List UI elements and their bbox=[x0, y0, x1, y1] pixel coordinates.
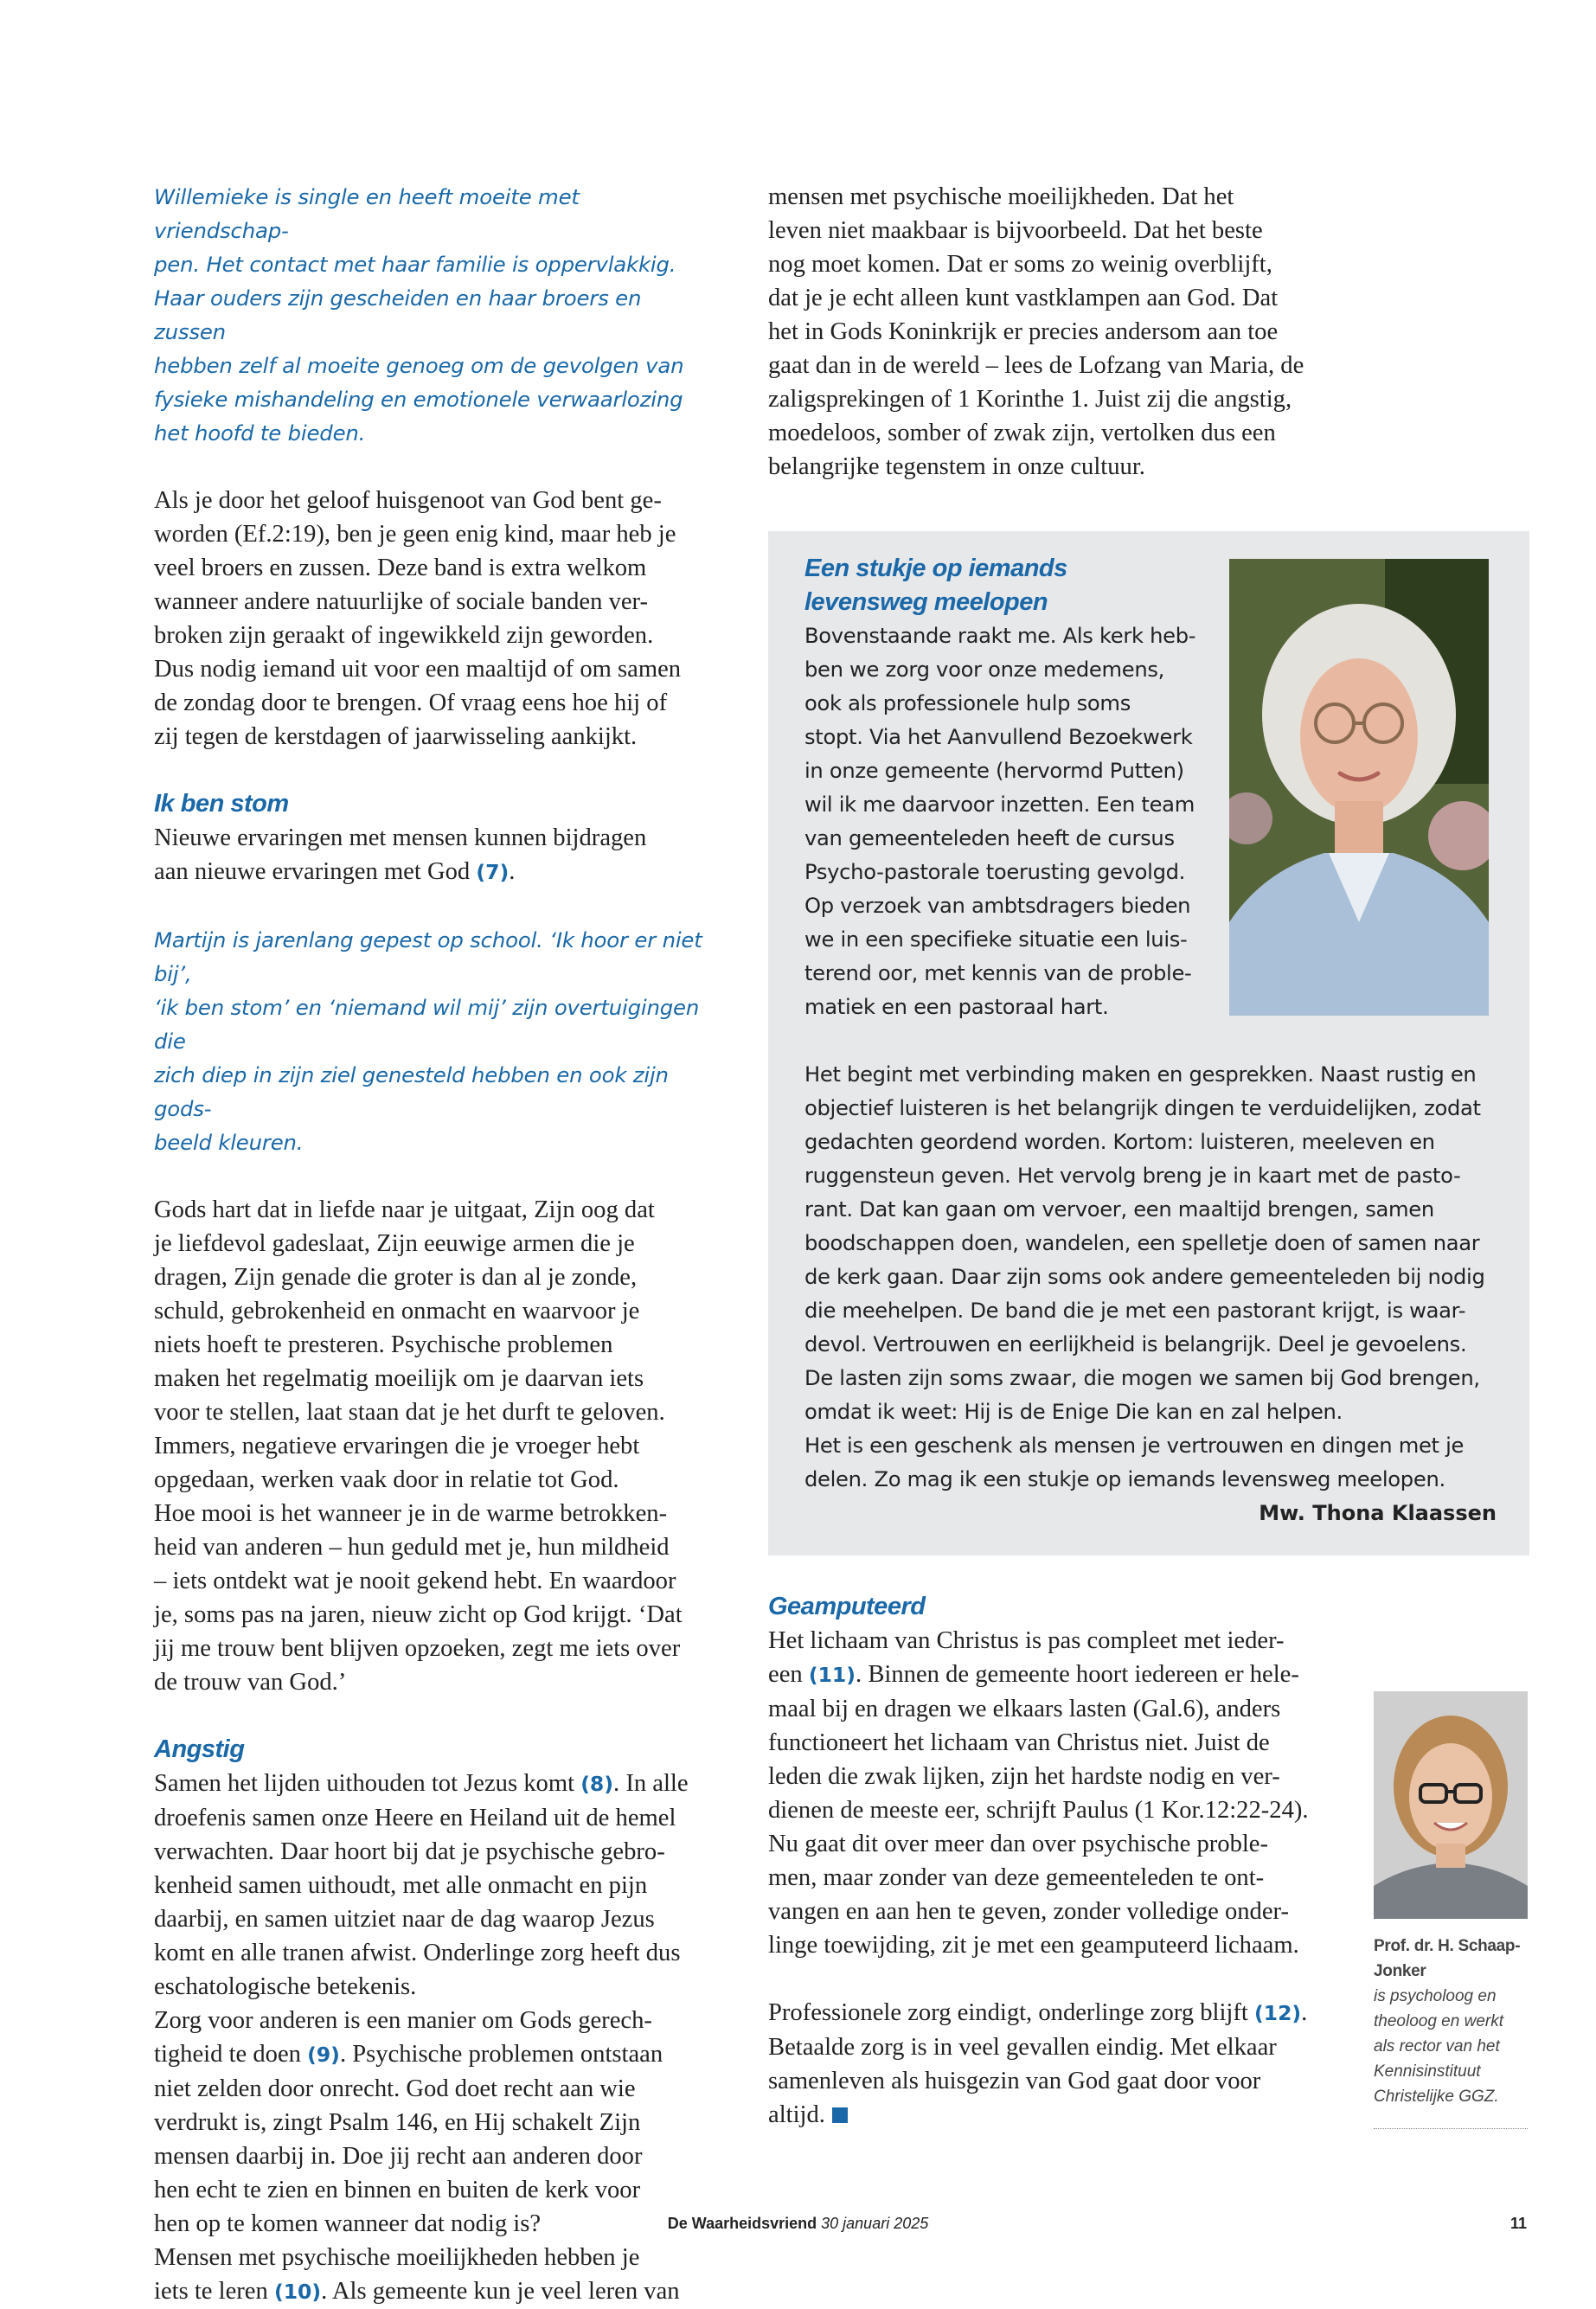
text-line: wil ik me daarvoor inzetten. Een team bbox=[804, 792, 1195, 817]
text-line: droefenis samen onze Heere en Heiland uit de hemel bbox=[154, 1805, 676, 1831]
text-line: gaat dan in de wereld – lees de Lofzang van Maria, de bbox=[768, 352, 1304, 379]
portrait-photo-schaap-jonker bbox=[1374, 1691, 1528, 1919]
text-line: Als je door het geloof huisgenoot van God bent ge- bbox=[154, 487, 662, 514]
text-line: heid van anderen – hun geduld met je, hun mildheid bbox=[154, 1534, 670, 1561]
text-line: opgedaan, werken vaak door in relatie tot God. bbox=[154, 1466, 619, 1493]
box-paragraph-verbinding bbox=[804, 1058, 1497, 1497]
author-description: Kennisinstituut bbox=[1374, 2062, 1481, 2081]
reference-9: (9) bbox=[307, 2043, 340, 2067]
text-line: altijd. bbox=[768, 2101, 825, 2128]
intro-line: Martijn is jarenlang gepest op school. ‘Ik hoor er niet bij’, bbox=[154, 927, 702, 986]
text-line: wanneer andere natuurlijke of sociale banden ver- bbox=[154, 588, 649, 615]
text-line: worden (Ef.2:19), ben je geen enig kind, maar heb je bbox=[154, 521, 676, 548]
text-line: . Als gemeente kun je veel leren van bbox=[321, 2278, 680, 2305]
text-line: stopt. Via het Aanvullend Bezoekwerk bbox=[804, 725, 1193, 749]
text-line: leden die zwak lijken, zijn het hardste nodig en ver- bbox=[768, 1763, 1280, 1790]
intro-line: beeld kleuren. bbox=[154, 1130, 304, 1155]
text-line: de zondag door te brengen. Of vraag eens hoe hij of bbox=[154, 689, 668, 716]
author-description: als rector van het bbox=[1374, 2037, 1500, 2056]
box-paragraph-intro bbox=[804, 619, 1202, 1024]
intro-line: het hoofd te bieden. bbox=[154, 420, 366, 446]
left-column bbox=[154, 180, 716, 2309]
text-line: een bbox=[768, 1661, 803, 1688]
text-line: je liefdevol gadeslaat, Zijn eeuwige armen die je bbox=[154, 1230, 635, 1257]
text-line: iets te leren bbox=[154, 2278, 268, 2305]
text-line: Betaalde zorg is in veel gevallen eindig. Met elkaar bbox=[768, 2034, 1277, 2061]
text-line: Samen het lijden uithouden tot Jezus komt bbox=[154, 1770, 575, 1797]
text-line: de trouw van God.’ bbox=[154, 1669, 347, 1696]
heading-angstig: Angstig bbox=[154, 1735, 245, 1763]
text-line: hen op te komen wanneer dat nodig is? bbox=[154, 2210, 542, 2237]
text-line: gedachten geordend worden. Kortom: luisteren, meeleven en bbox=[804, 1130, 1435, 1154]
reference-7: (7) bbox=[476, 860, 510, 884]
intro-line: hebben zelf al moeite genoeg om de gevolgen van bbox=[154, 353, 684, 378]
page-number: 11 bbox=[1509, 2215, 1527, 2232]
text-line: ook als professionele hulp soms bbox=[804, 691, 1131, 715]
author-portrait-illustration bbox=[1374, 1691, 1528, 1919]
text-line: eschatologische betekenis. bbox=[154, 1973, 417, 2000]
box-heading-line: Een stukje op iemands bbox=[804, 555, 1067, 582]
text-line: kenheid samen uithoudt, met alle onmacht en pijn bbox=[154, 1872, 648, 1899]
right-column-bottom bbox=[768, 1590, 1339, 2132]
text-line: De lasten zijn soms zwaar, die mogen we samen bij God brengen, bbox=[804, 1366, 1480, 1390]
text-line: Professionele zorg eindigt, onderlinge zorg blijft bbox=[768, 1999, 1248, 2026]
text-line: Dus nodig iemand uit voor een maaltijd of om samen bbox=[154, 656, 682, 683]
caption-divider bbox=[1374, 2128, 1528, 2129]
text-line: delen. Zo mag ik een stukje op iemands levensweg meelopen. bbox=[804, 1467, 1445, 1491]
reference-11: (11) bbox=[808, 1663, 856, 1687]
intro-willemieke bbox=[154, 180, 716, 450]
text-line: het in Gods Koninkrijk er precies andersom aan toe bbox=[768, 318, 1279, 345]
text-line: maken het regelmatig moeilijk om je daarvan iets bbox=[154, 1365, 644, 1392]
author-name: Jonker bbox=[1374, 1962, 1426, 1980]
text-line: tigheid te doen bbox=[154, 2041, 301, 2068]
text-line: objectief luisteren is het belangrijk dingen te verduidelijken, zodat bbox=[804, 1096, 1481, 1120]
text-line: hen echt te zien en binnen en buiten de kerk voor bbox=[154, 2177, 641, 2203]
text-line: van gemeenteleden heeft de cursus bbox=[804, 826, 1175, 850]
text-line: Gods hart dat in liefde naar je uitgaat, Zijn oog dat bbox=[154, 1196, 655, 1223]
text-line: samenleven als huisgezin van God gaat door voor bbox=[768, 2068, 1261, 2094]
text-line: Het lichaam van Christus is pas compleet met ieder- bbox=[768, 1627, 1285, 1654]
text-line: we in een specifieke situatie een luis- bbox=[804, 927, 1188, 952]
text-line: veel broers en zussen. Deze band is extra welkom bbox=[154, 555, 647, 581]
text-line: linge toewijding, zit je met een geamputeerd lichaam. bbox=[768, 1932, 1299, 1959]
intro-line: Willemieke is single en heeft moeite met vriendschap- bbox=[154, 184, 580, 243]
text-line: Immers, negatieve ervaringen die je vroeger hebt bbox=[154, 1433, 640, 1459]
text-line: vangen en aan hen te geven, zonder volledige onder- bbox=[768, 1898, 1290, 1925]
paragraph-professionele-zorg bbox=[768, 1996, 1339, 2132]
text-line: mensen daarbij in. Doe jij recht aan anderen door bbox=[154, 2143, 643, 2170]
portrait-photo-thona-klaassen bbox=[1229, 559, 1489, 1016]
text-line: Nu gaat dit over meer dan over psychische proble- bbox=[768, 1831, 1269, 1857]
paragraph-psychische-moeilijkheden bbox=[768, 180, 1529, 484]
text-line: Bovenstaande raakt me. Als kerk heb- bbox=[804, 624, 1196, 648]
paragraph-lichaam-christus bbox=[768, 1624, 1339, 1962]
portrait-illustration bbox=[1229, 559, 1489, 1016]
intro-martijn bbox=[154, 923, 716, 1159]
text-line: . Binnen de gemeente hoort iedereen er hele- bbox=[856, 1661, 1299, 1688]
text-line: schuld, gebrokenheid en onmacht en waarvoor je bbox=[154, 1298, 640, 1324]
text-line: Zorg voor anderen is een manier om Gods gerech- bbox=[154, 2007, 652, 2034]
text-line: Het begint met verbinding maken en gesprekken. Naast rustig en bbox=[804, 1062, 1477, 1087]
author-name: Prof. dr. H. Schaap- bbox=[1374, 1937, 1521, 1955]
text-line: niet zelden door onrecht. God doet recht aan wie bbox=[154, 2075, 636, 2102]
footer-publication bbox=[0, 2215, 1596, 2233]
text-line: Nieuwe ervaringen met mensen kunnen bijdragen bbox=[154, 824, 647, 851]
text-line: . bbox=[1301, 1999, 1308, 2026]
reference-12: (12) bbox=[1253, 2001, 1302, 2025]
intro-line: pen. Het contact met haar familie is oppervlakkig. bbox=[154, 252, 676, 277]
text-line: matiek en een pastoraal hart. bbox=[804, 995, 1109, 1019]
text-line: verwachten. Daar hoort bij dat je psychische gebro- bbox=[154, 1838, 665, 1865]
intro-line: fysieke mishandeling en emotionele verwaarlozing bbox=[154, 387, 683, 412]
text-line: Psycho-pastorale toerusting gevolgd. bbox=[804, 860, 1186, 884]
text-line: de kerk gaan. Daar zijn soms ook andere gemeenteleden bij nodig bbox=[804, 1265, 1485, 1289]
text-line: . In alle bbox=[613, 1770, 689, 1797]
heading-ik-ben-stom: Ik ben stom bbox=[154, 790, 289, 818]
box-signature: Mw. Thona Klaassen bbox=[1259, 1501, 1497, 1525]
text-line: zaligsprekingen of 1 Korinthe 1. Juist zij die angstig, bbox=[768, 386, 1292, 413]
text-line: moedeloos, somber of zwak zijn, vertolken dus een bbox=[768, 420, 1276, 446]
text-line: verdrukt is, zingt Psalm 146, en Hij schakelt Zijn bbox=[154, 2109, 641, 2136]
text-line: die meehelpen. De band die je met een pastorant krijgt, is waar- bbox=[804, 1299, 1466, 1323]
text-line: rant. Dat kan gaan om vervoer, een maaltijd brengen, samen bbox=[804, 1197, 1434, 1222]
intro-line: zich diep in zijn ziel genesteld hebben en ook zijn gods- bbox=[154, 1062, 669, 1121]
text-line: devol. Vertrouwen en eerlijkheid is belangrijk. Deel je gevoelens. bbox=[804, 1332, 1467, 1357]
text-line: functioneert het lichaam van Christus niet. Juist de bbox=[768, 1729, 1270, 1756]
text-line: terend oor, met kennis van de proble- bbox=[804, 961, 1192, 985]
author-description: theoloog en werkt bbox=[1374, 2012, 1503, 2030]
text-line: voor te stellen, laat staan dat je het durft te geloven. bbox=[154, 1399, 665, 1426]
right-column-top bbox=[768, 180, 1529, 484]
issue-date: 30 januari 2025 bbox=[821, 2215, 929, 2232]
text-line: nog moet komen. Dat er soms zo weinig overblijft, bbox=[768, 251, 1272, 278]
text-line: maal bij en dragen we elkaars lasten (Gal.6), anders bbox=[768, 1696, 1281, 1722]
author-caption bbox=[1374, 1934, 1534, 2109]
text-line: Hoe mooi is het wanneer je in de warme betrokken- bbox=[154, 1500, 668, 1527]
text-line: niets hoeft te presteren. Psychische problemen bbox=[154, 1331, 613, 1358]
text-line: omdat ik weet: Hij is de Enige Die kan en zal helpen. bbox=[804, 1400, 1343, 1424]
text-line: Het is een geschenk als mensen je vertrouwen en dingen met je bbox=[804, 1434, 1465, 1458]
text-line: Op verzoek van ambtsdragers bieden bbox=[804, 894, 1191, 918]
paragraph-nieuwe-ervaringen: Nieuwe ervaringen met mensen kunnen bijdragen aan nieuwe ervaringen met God (7). bbox=[154, 824, 647, 885]
text-line: boodschappen doen, wandelen, een spelletje doen of samen naar bbox=[804, 1231, 1480, 1255]
box-heading-line: levensweg meelopen bbox=[804, 588, 1048, 616]
magazine-name: De Waarheidsvriend bbox=[667, 2215, 817, 2232]
text-line: ben we zorg voor onze medemens, bbox=[804, 657, 1165, 682]
text-line: zij tegen de kerstdagen of jaarwisseling aankijkt. bbox=[154, 723, 638, 750]
text-line: dienen de meeste eer, schrijft Paulus (1 Kor.12:22-24). bbox=[768, 1797, 1309, 1824]
author-description: Christelijke GGZ. bbox=[1374, 2088, 1499, 2106]
text-line: dat je je echt alleen kunt vastklampen aan God. Dat bbox=[768, 285, 1279, 311]
text-line: je, soms pas na jaren, nieuw zicht op God krijgt. ‘Dat bbox=[154, 1601, 683, 1628]
text-line: . Psychische problemen ontstaan bbox=[339, 2041, 663, 2068]
text-line: broken zijn geraakt of ingewikkeld zijn geworden. bbox=[154, 622, 654, 649]
text-line: belangrijke tegenstem in onze cultuur. bbox=[768, 453, 1145, 480]
intro-line: ‘ik ben stom’ en ‘niemand wil mij’ zijn overtuigingen die bbox=[154, 995, 700, 1054]
text-line: aan nieuwe ervaringen met God bbox=[154, 858, 471, 885]
reference-10: (10) bbox=[273, 2280, 322, 2304]
text-line: in onze gemeente (hervormd Putten) bbox=[804, 759, 1184, 783]
text-line: ruggensteun geven. Het vervolg breng je in kaart met de pasto- bbox=[804, 1164, 1461, 1188]
text-line: Mensen met psychische moeilijkheden hebben je bbox=[154, 2244, 640, 2271]
paragraph-gods-hart bbox=[154, 1193, 716, 1699]
text-line: komt en alle tranen afwist. Onderlinge zorg heeft dus bbox=[154, 1940, 681, 1966]
intro-line: Haar ouders zijn gescheiden en haar broers en zussen bbox=[154, 285, 642, 344]
text-line: – iets ontdekt wat je nooit gekend hebt. En waardoor bbox=[154, 1568, 676, 1594]
author-description: is psycholoog en bbox=[1374, 1987, 1497, 2005]
page-footer bbox=[0, 2215, 1596, 2241]
text-line: leven niet maakbaar is bijvoorbeeld. Dat het beste bbox=[768, 217, 1263, 244]
text-line: jij me trouw bent blijven opzoeken, zegt me iets over bbox=[154, 1635, 681, 1662]
text-line: men, maar zonder van deze gemeenteleden te ont- bbox=[768, 1864, 1265, 1891]
text-line: mensen met psychische moeilijkheden. Dat het bbox=[768, 183, 1234, 210]
paragraph-huisgenoot bbox=[154, 484, 716, 754]
text-line: dragen, Zijn genade die groter is dan al je zonde, bbox=[154, 1264, 638, 1291]
text-line: daarbij, en samen uitziet naar de dag waarop Jezus bbox=[154, 1906, 655, 1933]
heading-geamputeerd: Geamputeerd bbox=[768, 1593, 926, 1620]
reference-8: (8) bbox=[580, 1772, 614, 1796]
end-mark-icon bbox=[832, 2107, 848, 2123]
